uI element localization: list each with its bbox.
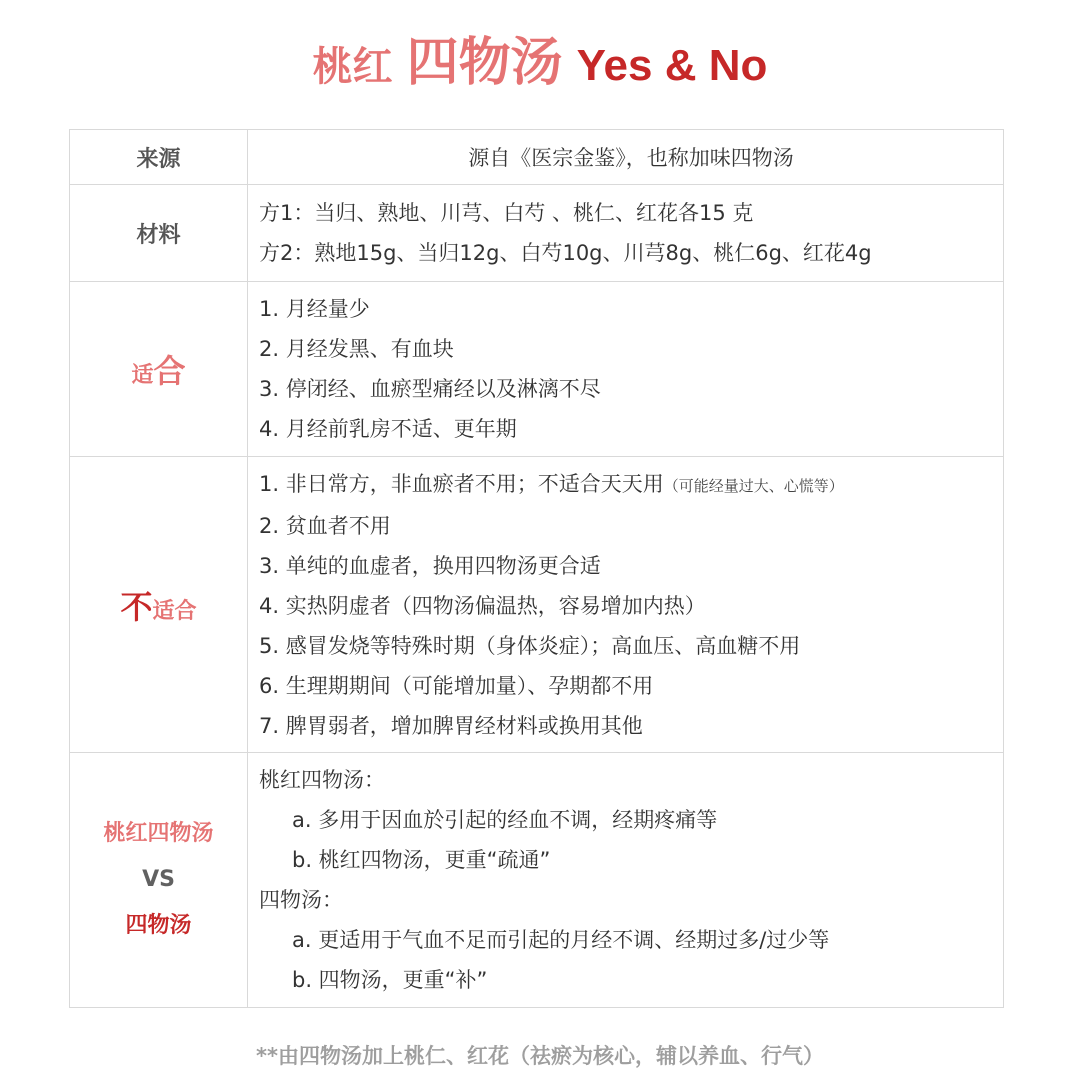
suitable-item: 2. 月经发黑、有血块 [259,337,454,361]
label-unsuitable-big: 不 [120,587,153,626]
label-compare-top: 桃红四物汤 [103,821,214,846]
label-materials: 材料 [70,185,248,282]
label-suitable-big: 合 [153,352,186,390]
compare-group2-item: a. 更适用于气血不足而引起的月经不调、经期过多/过少等 [292,928,830,952]
suitable-item: 1. 月经量少 [259,297,370,321]
row-source [70,130,1004,185]
row-compare [70,753,1004,1008]
unsuitable-item-note: （可能经量过大、心慌等） [663,476,844,495]
unsuitable-item-text: 1. 非日常方，非血瘀者不用；不适合天天用 [259,471,664,496]
label-source: 来源 [70,130,248,185]
page-title [0,28,1080,98]
info-table [69,129,1004,1008]
compare-group2-item: b. 四物汤，更重“补” [292,968,488,992]
compare-group1-item: a. 多用于因血於引起的经血不调，经期疼痛等 [292,808,718,832]
label-unsuitable-small: 适合 [152,598,197,624]
unsuitable-item: 2. 贫血者不用 [259,513,391,538]
materials-content [248,185,1004,282]
title-part-peach-red: 桃红 [312,44,393,90]
label-suitable [70,282,248,457]
material-formula-2: 方2：熟地15g、当归12g、白芍10g、川芎8g、桃仁6g、红花4g [259,241,872,265]
compare-group1-item: b. 桃红四物汤，更重“疏通” [292,848,551,872]
row-unsuitable [70,457,1004,753]
material-formula-1: 方1：当归、熟地、川芎、白芍 、桃仁、红花各15 克 [259,201,754,225]
unsuitable-item: 3. 单纯的血虚者，换用四物汤更合适 [259,553,601,578]
suitable-item: 4. 月经前乳房不适、更年期 [259,417,517,441]
compare-content [248,753,1004,1008]
compare-group2-title: 四物汤： [259,888,343,912]
label-compare [70,753,248,1008]
title-part-yes-no: Yes & No [576,41,768,90]
label-suitable-small: 适 [131,363,154,388]
source-text: 源自《医宗金鉴》，也称加味四物汤 [248,130,1004,185]
unsuitable-list [248,457,1004,753]
row-suitable [70,282,1004,457]
unsuitable-item: 7. 脾胃弱者，增加脾胃经材料或换用其他 [259,713,643,738]
label-compare-bottom: 四物汤 [125,913,192,938]
row-materials [70,185,1004,282]
footer-note: **由四物汤加上桃仁、红花（祛瘀为核心，辅以养血、行气） [256,1044,824,1068]
title-part-siwu-tang: 四物汤 [406,33,563,93]
unsuitable-item: 4. 实热阴虚者（四物汤偏温热，容易增加内热） [259,593,706,618]
unsuitable-item: 5. 感冒发烧等特殊时期（身体炎症）；高血压、高血糖不用 [259,633,801,658]
suitable-item: 3. 停闭经、血瘀型痛经以及淋漓不尽 [259,377,601,401]
unsuitable-item [259,464,1003,506]
suitable-list [248,282,1004,457]
label-unsuitable [70,457,248,753]
compare-group1-title: 桃红四物汤： [259,768,385,792]
label-compare-vs: VS [142,867,175,892]
unsuitable-item: 6. 生理期期间（可能增加量）、孕期都不用 [259,673,654,698]
